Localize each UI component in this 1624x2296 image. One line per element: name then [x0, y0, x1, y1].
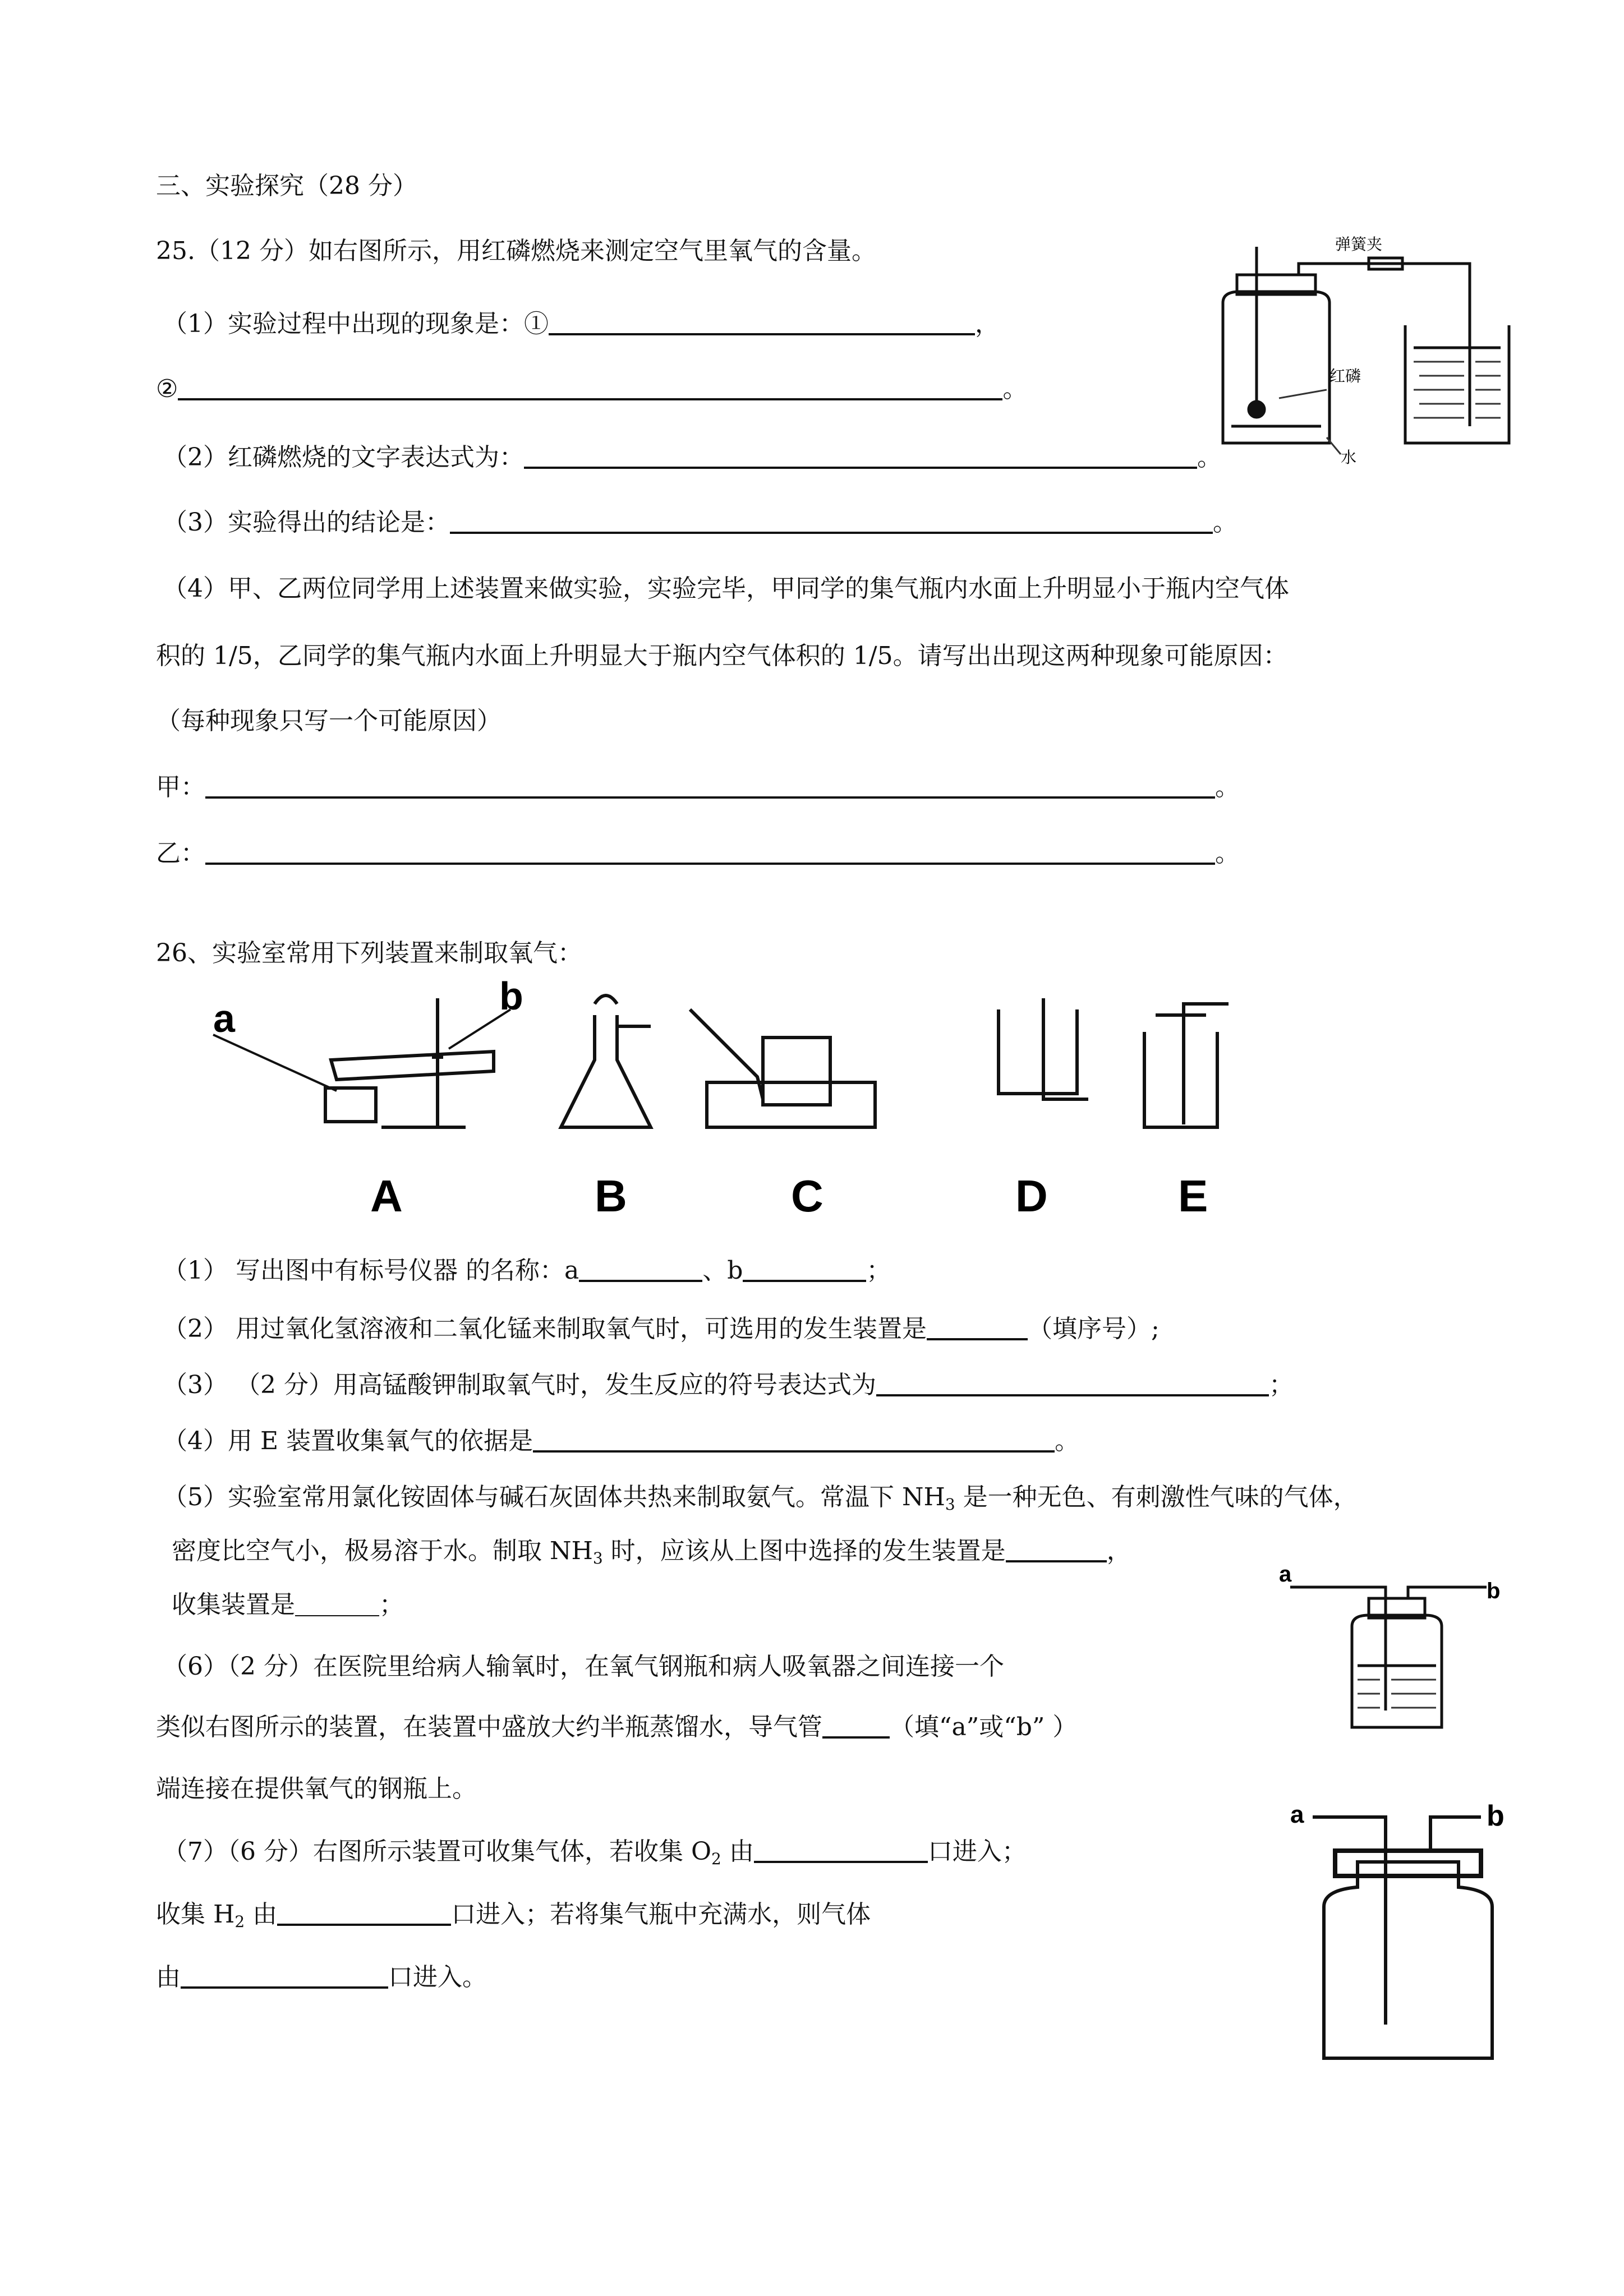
q25-part4-line1: （4）甲、乙两位同学用上述装置来做实验，实验完毕，甲同学的集气瓶内水面上升明显小于瓶内空气体 — [163, 574, 1289, 603]
q26-part7-line1-a: （7）（6 分）右图所示装置可收集气体，若收集 O — [163, 1837, 712, 1866]
q25-part1-second-end: 。 — [1002, 375, 1028, 403]
q26-part4-end: 。 — [1055, 1427, 1080, 1455]
q26-part5-line2-sub: 3 — [592, 1549, 603, 1567]
pointer-a-label: a — [213, 997, 235, 1040]
q26-p4-blank[interactable] — [533, 1426, 1055, 1453]
q25-part2-end: 。 — [1197, 443, 1222, 472]
q25-part4-line2: 积的 1/5，乙同学的集气瓶内水面上升明显大于瓶内空气体积的 1/5。请写出出现这两种现象可能原因： — [156, 642, 1288, 670]
q25-p2-blank[interactable] — [524, 442, 1197, 469]
q25-yi — [156, 837, 1240, 870]
q26-part3-end: ； — [1268, 1371, 1294, 1399]
apparatus-label-b: B — [595, 1171, 627, 1221]
apparatus-label-e: E — [1178, 1171, 1208, 1221]
q26-part2-end: （填序号）; — [1027, 1315, 1160, 1343]
washing-bottle-figure — [1279, 1562, 1503, 1733]
q26-part3 — [163, 1368, 1294, 1402]
q25-yi-blank[interactable] — [205, 838, 1215, 865]
q25-stem: 25.（12 分）如右图所示，用红磷燃烧来测定空气里氧气的含量。 — [156, 237, 876, 265]
q26-p7-blank-h2[interactable] — [277, 1899, 451, 1926]
q26-part5-line1-sub: 3 — [945, 1495, 955, 1514]
fig6-label-b: b — [1487, 1579, 1501, 1603]
q26-part1-mid: 、b — [702, 1256, 743, 1285]
q26-part7-line2-a: 收集 H — [156, 1900, 235, 1929]
q26-p6-blank[interactable] — [822, 1712, 890, 1739]
phosphorus-label: 红磷 — [1329, 367, 1361, 385]
q25-part2-label: （2）红磷燃烧的文字表达式为： — [163, 443, 524, 472]
q26-p1-blank-b[interactable] — [743, 1255, 866, 1282]
q26-part2 — [163, 1312, 1160, 1346]
q26-part5-line3-label: 收集装置是 — [172, 1590, 295, 1619]
q26-part5-line2-a: 密度比空气小，极易溶于水。制取 NH — [172, 1537, 593, 1565]
q25-jia-label: 甲： — [156, 773, 205, 801]
q26-part7-line1-b: 由 — [721, 1837, 754, 1866]
q26-p5-blank-generator[interactable] — [1006, 1536, 1107, 1562]
q26-part1 — [163, 1254, 891, 1288]
q25-part3-label: （3）实验得出的结论是： — [163, 508, 450, 537]
q26-part1-label: （1） 写出图中有标号仪器 的名称：a — [163, 1256, 579, 1285]
q25-part1 — [163, 307, 1000, 341]
q26-p2-blank[interactable] — [927, 1313, 1028, 1340]
q25-part1-comma: ， — [975, 310, 1000, 338]
q26-part5-line2-b: 时，应该从上图中选择的发生装置是 — [602, 1537, 1006, 1565]
apparatus-label-c: C — [791, 1171, 823, 1221]
q25-part3-end: 。 — [1213, 508, 1237, 537]
pointer-b-label: b — [499, 974, 523, 1018]
q25-p1-blank-2[interactable] — [178, 374, 1002, 400]
q26-part4-label: （4）用 E 装置收集氧气的依据是 — [163, 1427, 533, 1455]
q25-part2 — [163, 441, 1222, 474]
q26-part5-line1-b: 是一种无色、有刺激性气味的气体， — [955, 1483, 1358, 1511]
q26-part6-line2 — [156, 1711, 1077, 1744]
q25-part1-second-label: ② — [156, 375, 178, 403]
q26-part5-line1 — [163, 1481, 1358, 1522]
q25-p3-blank[interactable] — [450, 507, 1213, 534]
q26-part6-line2-a: 类似右图所示的装置，在装置中盛放大约半瓶蒸馏水，导气管 — [156, 1713, 822, 1741]
q26-p7-blank-o2[interactable] — [754, 1836, 928, 1863]
apparatus-label-a: A — [370, 1171, 403, 1221]
q25-part3 — [163, 506, 1237, 540]
q26-part7-line1-sub: 2 — [711, 1850, 721, 1868]
q26-part6-line2-b: （填“a”或“b” ） — [890, 1713, 1078, 1741]
q25-yi-label: 乙： — [156, 839, 205, 868]
q26-part7-line3-end: 口进入。 — [388, 1963, 487, 1991]
q25-jia-blank[interactable] — [205, 772, 1215, 799]
oxygen-apparatus-figure — [202, 974, 1268, 1223]
q25-yi-end: 。 — [1215, 839, 1240, 868]
q26-p7-blank-water[interactable] — [181, 1962, 388, 1989]
apparatus-label-d: D — [1015, 1171, 1048, 1221]
q25-p1-blank-1[interactable] — [549, 308, 975, 335]
q26-part6-line3: 端连接在提供氧气的钢瓶上。 — [156, 1774, 477, 1803]
q26-part5-line3 — [172, 1588, 404, 1622]
q26-part5-line2 — [172, 1534, 1131, 1575]
q25-jia-end: 。 — [1215, 773, 1240, 801]
fig7-label-a: a — [1290, 1801, 1304, 1828]
q26-part7-line2 — [156, 1898, 871, 1939]
q26-p5-blank-collector[interactable] — [295, 1590, 379, 1616]
q26-part1-end: ； — [866, 1256, 891, 1285]
q26-part4 — [163, 1424, 1079, 1458]
q26-part5-line2-end: ， — [1106, 1537, 1131, 1565]
section-title: 三、实验探究（28 分） — [156, 172, 417, 200]
q26-part7-line2-end: 口进入；若将集气瓶中充满水，则气体 — [451, 1900, 871, 1929]
fig7-label-b: b — [1487, 1800, 1505, 1832]
q26-part7-line3-a: 由 — [156, 1963, 181, 1991]
q26-part7-line1 — [163, 1835, 1027, 1876]
q26-stem: 26、实验室常用下列装置来制取氧气： — [156, 939, 582, 967]
q26-part6-line1: （6）（2 分）在医院里给病人输氧时，在氧气钢瓶和病人吸氧器之间连接一个 — [163, 1652, 1004, 1681]
q25-part4-line3: （每种现象只写一个可能原因） — [156, 707, 502, 735]
fig6-label-a: a — [1279, 1562, 1292, 1587]
clamp-label: 弹簧夹 — [1335, 236, 1383, 253]
q26-part7-line2-b: 由 — [245, 1900, 278, 1929]
q26-part7-line1-end: 口进入； — [927, 1837, 1027, 1866]
q26-part5-line3-end: ； — [379, 1590, 404, 1619]
gas-collecting-bottle-figure — [1290, 1795, 1526, 2064]
water-label: 水 — [1341, 449, 1357, 466]
q25-part1-label: （1）实验过程中出现的现象是：① — [163, 310, 549, 338]
q26-part3-label: （3） （2 分）用高锰酸钾制取氧气时，发生反应的符号表达式为 — [163, 1371, 876, 1399]
q26-p1-blank-a[interactable] — [579, 1255, 702, 1282]
q25-jia — [156, 771, 1240, 804]
q25-part1-second — [156, 372, 1027, 406]
q26-part5-line1-a: （5）实验室常用氯化铵固体与碱石灰固体共热来制取氨气。常温下 NH — [163, 1483, 945, 1511]
q26-p3-blank[interactable] — [876, 1370, 1269, 1396]
q26-part2-label: （2） 用过氧化氢溶液和二氧化锰来制取氧气时，可选用的发生装置是 — [163, 1315, 927, 1343]
q26-part7-line2-sub: 2 — [234, 1912, 245, 1931]
q26-part7-line3 — [156, 1961, 487, 1994]
red-phosphorus-apparatus-figure — [1200, 236, 1515, 466]
